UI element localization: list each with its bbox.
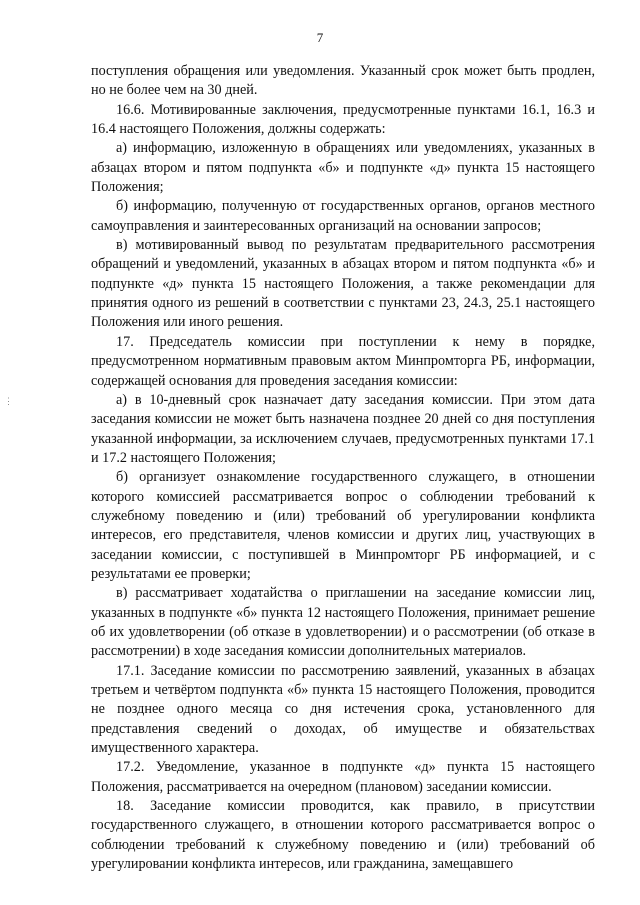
paragraph-17-2: 17.2. Уведомление, указанное в подпункте «д» пункта 15 настоящего Положения, рассматривается на очередном (плановом) заседании комиссии. — [91, 759, 595, 795]
paragraph-17-1: 17.1. Заседание комиссии по рассмотрению заявлений, указанных в абзацах третьем и четвёртом подпункта «б» пункта 15 настоящего Положения, проводится не позднее одного месяца со дня истечения срока, установленного для представления сведений о доходах, об имуществе и обязательствах имущественного характера. — [91, 662, 595, 757]
paragraph-17-a: а) в 10-дневный срок назначает дату заседания комиссии. При этом дата заседания комиссии не может быть назначена позднее 20 дней со дня поступления указанной информации, за исключением случаев, предусмотренных пунктами 17.1 и 17.2 настоящего Положения; — [91, 391, 595, 466]
document-body — [91, 62, 595, 874]
paragraph-16-6-b: б) информацию, полученную от государственных органов, органов местного самоуправления и заинтересованных организаций на основании запросов; — [91, 198, 595, 234]
paragraph-16-6: 16.6. Мотивированные заключения, предусмотренные пунктами 16.1, 16.3 и 16.4 настоящего Положения, должны содержать: — [91, 101, 595, 138]
paragraph-17-b: б) организует ознакомление государственного служащего, в отношении которого комиссией рассматривается вопрос о соблюдении требований к служебному поведению и (или) требований об урегулировании конфликта интересов, его представителя, членов комиссии и других лиц, участвующих в заседании комиссии, с поступившей в Минпромторг РБ информацией, и с результатами ее проверки; — [91, 469, 595, 582]
paragraph-continuation: поступления обращения или уведомления. Указанный срок может быть продлен, но не более чем на 30 дней. — [91, 63, 595, 99]
paragraph-18: 18. Заседание комиссии проводится, как правило, в присутствии государственного служащего, в отношении которого рассматривается вопрос о соблюдении требований к служебному поведению и (или) требований об урегулировании конфликта интересов, или гражданина, замещавшего — [91, 798, 595, 873]
page-number: 7 — [316, 30, 324, 45]
margin-mark: ⋮ — [4, 396, 13, 406]
paragraph-17-v: в) рассматривает ходатайства о приглашении на заседание комиссии лиц, указанных в подпункте «б» пункта 12 настоящего Положения, принимает решение об их удовлетворении (об отказе в удовлетворении) и о рассмотрении (об отказе в рассмотрении) в ходе заседания комиссии дополнительных материалов. — [91, 585, 595, 660]
paragraph-17: 17. Председатель комиссии при поступлении к нему в порядке, предусмотренном нормативным правовым актом Минпромторга РБ, информации, содержащей основания для проведения заседания комиссии: — [91, 333, 595, 389]
paragraph-16-6-a: а) информацию, изложенную в обращениях или уведомлениях, указанных в абзацах втором и пятом подпункта «б» и подпункте «д» пункта 15 настоящего Положения; — [91, 140, 595, 196]
paragraph-16-6-v: в) мотивированный вывод по результатам предварительного рассмотрения обращений и уведомлений, указанных в абзацах втором и пятом подпункта «б» и подпункте «д» пункта 15 настоящего Положения, а также рекомендации для принятия одного из решений в соответствии с пунктами 23, 24.3, 25.1 настоящего Положения или иного решения. — [91, 237, 595, 331]
